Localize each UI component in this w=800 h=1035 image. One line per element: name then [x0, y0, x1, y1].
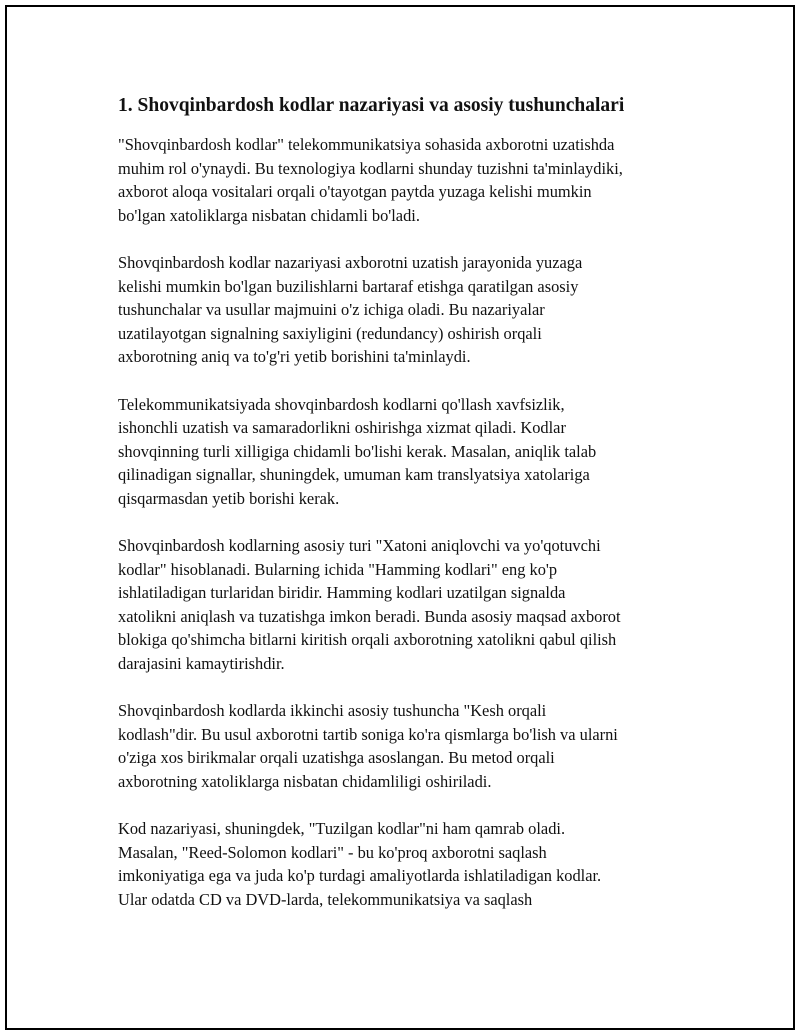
paragraph-line: Shovqinbardosh kodlarda ikkinchi asosiy tushuncha "Kesh orqali [118, 701, 547, 721]
paragraph-line: axborotning xatoliklarga nisbatan chidamliligi oshiriladi. [118, 772, 492, 792]
paragraph-line: o'ziga xos birikmalar orqali uzatishga asoslangan. Bu metod orqali [118, 748, 555, 768]
document-body [118, 94, 688, 935]
paragraph-line: Kod nazariyasi, shuningdek, "Tuzilgan kodlar"ni ham qamrab oladi. [118, 819, 566, 839]
paragraph-line: ishlatiladigan turlaridan biridir. Hamming kodlari uzatilgan signalda [118, 583, 566, 603]
paragraph-line: axborot aloqa vositalari orqali o'tayotgan paytda yuzaga kelishi mumkin [118, 182, 592, 202]
paragraph-line: qisqarmasdan yetib borishi kerak. [118, 488, 340, 508]
paragraph-line: darajasini kamaytirishdir. [118, 654, 285, 674]
paragraph-line: imkoniyatiga ega va juda ko'p turdagi amaliyotlarda ishlatiladigan kodlar. [118, 866, 602, 886]
section-heading: 1. Shovqinbardosh kodlar nazariyasi va asosiy tushunchalari [118, 95, 625, 116]
paragraph-line: xatolikni aniqlash va tuzatishga imkon beradi. Bunda asosiy maqsad axborot [118, 606, 621, 626]
paragraph-line: "Shovqinbardosh kodlar" telekommunikatsiya sohasida axborotni uzatishda [118, 135, 615, 154]
paragraph-6 [118, 817, 688, 911]
paragraph-3 [118, 393, 688, 511]
paragraph-line: uzatilayotgan signalning saxiyligini (redundancy) oshirish orqali [118, 323, 542, 343]
paragraph-line: Ular odatda CD va DVD-larda, telekommunikatsiya va saqlash [118, 890, 533, 909]
paragraph-line: axborotning aniq va to'g'ri yetib borishini ta'minlaydi. [118, 347, 471, 367]
paragraph-line: tushunchalar va usullar majmuini o'z ichiga oladi. Bu nazariyalar [118, 300, 545, 320]
paragraph-5 [118, 699, 688, 793]
paragraph-2 [118, 251, 688, 369]
paragraph-line: qilinadigan signallar, shuningdek, umuman kam translyatsiya xatolariga [118, 465, 590, 485]
paragraph-line: Shovqinbardosh kodlar nazariyasi axborotni uzatish jarayonida yuzaga [118, 252, 583, 272]
paragraph-line: kelishi mumkin bo'lgan buzilishlarni bartaraf etishga qaratilgan asosiy [118, 276, 579, 296]
paragraph-line: muhim rol o'ynaydi. Bu texnologiya kodlarni shunday tuzishni ta'minlaydiki, [118, 158, 623, 178]
paragraph-4 [118, 534, 688, 676]
paragraph-1 [118, 133, 688, 227]
paragraph-line: Masalan, "Reed-Solomon kodlari" - bu ko'proq axborotni saqlash [118, 842, 547, 862]
paragraph-line: bo'lgan xatoliklarga nisbatan chidamli bo'ladi. [118, 205, 420, 225]
paragraph-line: Shovqinbardosh kodlarning asosiy turi "Xatoni aniqlovchi va yo'qotuvchi [118, 536, 601, 556]
paragraph-line: ishonchli uzatish va samaradorlikni oshirishga xizmat qiladi. Kodlar [118, 418, 566, 438]
paragraph-line: shovqinning turli xilligiga chidamli bo'lishi kerak. Masalan, aniqlik talab [118, 441, 597, 461]
paragraph-line: blokiga qo'shimcha bitlarni kiritish orqali axborotning xatolikni qabul qilish [118, 630, 617, 650]
paragraph-line: kodlash"dir. Bu usul axborotni tartib soniga ko'ra qismlarga bo'lish va ularni [118, 724, 618, 744]
paragraph-line: kodlar" hisoblanadi. Bularning ichida "Hamming kodlari" eng ko'p [118, 559, 558, 579]
paragraph-line: Telekommunikatsiyada shovqinbardosh kodlarni qo'llash xavfsizlik, [118, 394, 565, 414]
